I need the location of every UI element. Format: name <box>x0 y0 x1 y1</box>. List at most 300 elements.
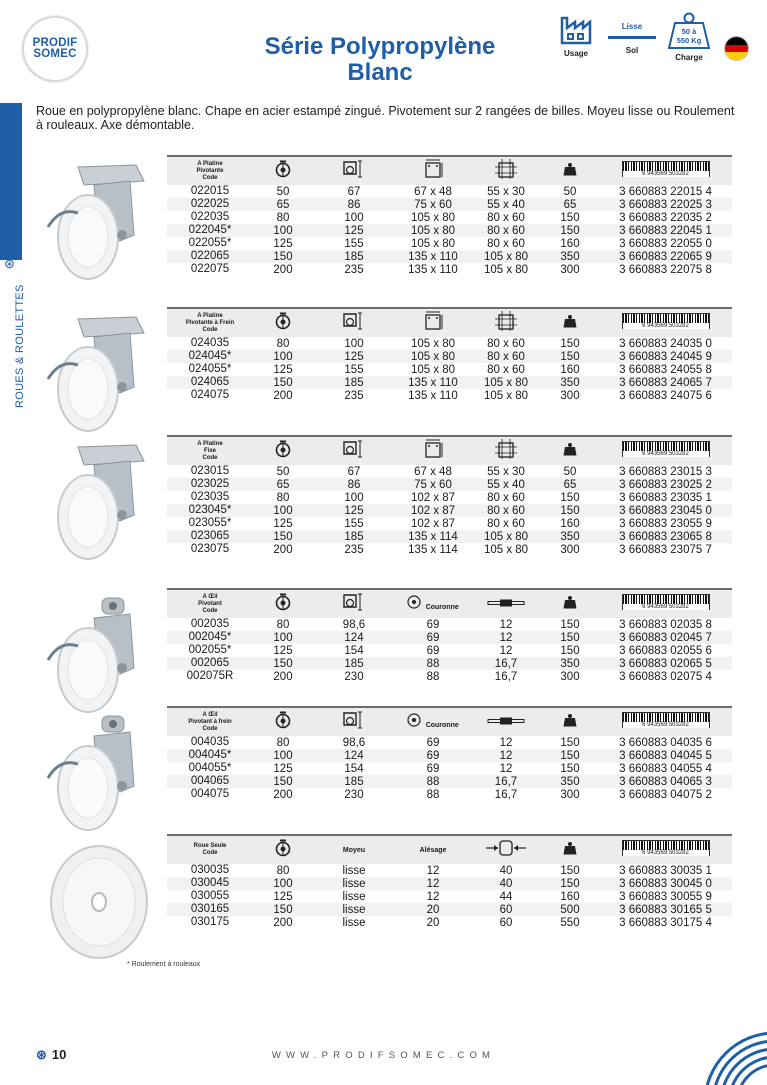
table-cell: 16,7 <box>494 657 518 670</box>
table-cell: 3 660883 23045 0 <box>619 504 712 517</box>
header-holes <box>471 311 541 336</box>
header-type <box>167 313 253 334</box>
table-row <box>167 877 732 890</box>
table-cell: 75 x 60 <box>414 198 452 211</box>
table-header <box>167 588 732 618</box>
load-weight-icon <box>563 442 577 456</box>
product-table <box>167 834 732 929</box>
table-cell: 3 660883 24045 9 <box>619 350 712 363</box>
table-cell: 135 x 114 <box>408 530 458 543</box>
table-cell: 80 x 60 <box>487 363 525 376</box>
header-load <box>541 841 599 860</box>
table-cell: 80 x 60 <box>487 517 525 530</box>
header-load <box>541 442 599 461</box>
load-weight-icon <box>563 162 577 176</box>
table-row <box>167 517 732 530</box>
table-cell: 3 660883 22015 4 <box>619 185 712 198</box>
table-cell: 3 660883 30165 5 <box>619 903 712 916</box>
table-row <box>167 376 732 389</box>
table-cell: 155 <box>344 517 364 530</box>
table-cell: 150 <box>273 657 293 670</box>
table-cell: 023035 <box>190 491 230 503</box>
total-height-icon <box>342 312 366 330</box>
table-cell: 235 <box>344 263 364 276</box>
table-row <box>167 736 732 749</box>
table-cell: 160 <box>560 890 580 903</box>
table-cell: 75 x 60 <box>414 478 452 491</box>
header-holes <box>471 159 541 184</box>
load-weight-icon <box>563 314 577 328</box>
product-table <box>167 435 732 556</box>
load-indicator <box>664 12 714 62</box>
table-cell: 030165 <box>190 903 230 915</box>
table-cell: 030175 <box>190 916 230 928</box>
table-row <box>167 263 732 276</box>
title-line1: Série Polypropylène <box>264 33 496 60</box>
table-cell: 105 x 80 <box>483 263 529 276</box>
barcode-label: 6 943569 503282 <box>623 171 709 177</box>
header-crown-label: Couronne <box>425 603 459 611</box>
table-cell: 125 <box>273 890 293 903</box>
product-section <box>36 155 736 286</box>
svg-text:50 à: 50 à <box>681 27 697 36</box>
table-cell: 300 <box>560 263 580 276</box>
table-cell: 3 660883 02045 7 <box>619 631 712 644</box>
header-plate <box>395 439 471 464</box>
header-diameter <box>253 312 313 335</box>
header-height <box>313 312 395 335</box>
table-cell: 023015 <box>190 465 230 477</box>
table-cell: 105 x 80 <box>410 237 456 250</box>
table-cell: 023055* <box>188 517 232 529</box>
table-cell: 004035 <box>190 736 230 748</box>
table-cell: 3 660883 24075 6 <box>619 389 712 402</box>
table-cell: 150 <box>560 491 580 504</box>
table-cell: 12 <box>499 618 513 631</box>
header-type <box>167 161 253 182</box>
wheel-diameter-icon <box>275 160 291 178</box>
table-row <box>167 916 732 929</box>
gear-icon: ⊛ <box>36 1047 47 1062</box>
table-row <box>167 198 732 211</box>
table-cell: 135 x 110 <box>408 389 458 402</box>
table-cell: 3 660883 22045 1 <box>619 224 712 237</box>
table-cell: 135 x 110 <box>408 263 458 276</box>
table-cell: 004065 <box>190 775 230 787</box>
caster-wheel-image <box>40 163 158 283</box>
table-cell: 3 660883 30035 1 <box>619 864 712 877</box>
table-cell: 50 <box>276 185 290 198</box>
table-cell: 004055* <box>188 762 232 774</box>
table-cell: 150 <box>560 337 580 350</box>
table-cell: 3 660883 22075 8 <box>619 263 712 276</box>
table-header <box>167 155 732 185</box>
header-load <box>541 314 599 333</box>
table-cell: 150 <box>560 749 580 762</box>
table-row <box>167 618 732 631</box>
header-ean <box>599 161 732 182</box>
table-cell: 12 <box>426 890 440 903</box>
table-cell: 200 <box>273 670 293 683</box>
header-type-line: Pivotant à frein <box>188 718 232 725</box>
header-type <box>167 712 253 733</box>
table-cell: 023075 <box>190 543 230 555</box>
header-crown-label: Couronne <box>425 721 459 729</box>
table-cell: 550 <box>560 916 580 929</box>
header-ean <box>599 594 732 615</box>
table-row <box>167 478 732 491</box>
barcode-label: 6 943569 503282 <box>623 604 709 610</box>
table-cell: 67 x 48 <box>414 465 452 478</box>
table-cell: 100 <box>273 631 293 644</box>
header-type-line: Code <box>202 607 218 614</box>
header-type-line: Pivotant <box>198 600 222 607</box>
table-cell: 002055* <box>188 644 232 656</box>
table-cell: 160 <box>560 237 580 250</box>
table-cell: 80 x 60 <box>487 224 525 237</box>
table-cell: 60 <box>499 903 513 916</box>
table-cell: 20 <box>426 916 440 929</box>
product-table <box>167 588 732 683</box>
table-cell: 125 <box>344 224 364 237</box>
table-cell: 150 <box>560 504 580 517</box>
table-cell: 125 <box>273 644 293 657</box>
table-cell: 50 <box>563 185 577 198</box>
table-cell: 100 <box>273 749 293 762</box>
table-cell: 65 <box>276 198 290 211</box>
product-section <box>36 706 736 811</box>
table-cell: 40 <box>499 864 513 877</box>
table-cell: 102 x 87 <box>410 517 456 530</box>
table-cell: 155 <box>344 237 364 250</box>
table-cell: lisse <box>342 903 366 916</box>
table-cell: 3 660883 23025 2 <box>619 478 712 491</box>
table-cell: 40 <box>499 877 513 890</box>
table-cell: 030045 <box>190 877 230 889</box>
table-cell: 3 660883 24065 7 <box>619 376 712 389</box>
usage-indicator <box>556 12 596 58</box>
weight-icon <box>666 12 712 50</box>
table-cell: 16,7 <box>494 775 518 788</box>
table-cell: 300 <box>560 788 580 801</box>
wheel-diameter-icon <box>275 711 291 729</box>
product-section <box>36 435 736 566</box>
header-plate <box>395 311 471 336</box>
header-load <box>541 713 599 732</box>
header-type-line: Code <box>202 850 218 856</box>
table-cell: 150 <box>560 864 580 877</box>
table-cell: 100 <box>273 877 293 890</box>
table-cell: 105 x 80 <box>483 543 529 556</box>
table-cell: 67 <box>347 465 361 478</box>
table-cell: 69 <box>426 762 440 775</box>
table-cell: 3 660883 22055 0 <box>619 237 712 250</box>
table-cell: 150 <box>560 762 580 775</box>
table-cell: 3 660883 02055 6 <box>619 644 712 657</box>
wheel-diameter-icon <box>275 440 291 458</box>
header-diameter <box>253 593 313 616</box>
plate-size-icon <box>422 159 444 179</box>
barcode-icon <box>622 594 710 610</box>
table-cell: 3 660883 23015 3 <box>619 465 712 478</box>
table-cell: 80 <box>276 736 290 749</box>
table-cell: 12 <box>499 644 513 657</box>
table-cell: 124 <box>344 749 364 762</box>
table-cell: 135 x 110 <box>408 250 458 263</box>
barcode-icon <box>622 840 710 856</box>
table-cell: lisse <box>342 916 366 929</box>
table-cell: 3 660883 02065 5 <box>619 657 712 670</box>
table-cell: 150 <box>273 250 293 263</box>
table-cell: 230 <box>344 788 364 801</box>
table-row <box>167 644 732 657</box>
table-cell: 69 <box>426 618 440 631</box>
svg-text:550 Kg: 550 Kg <box>676 36 702 45</box>
header-type-line: A Œil <box>202 711 218 718</box>
table-cell: 030035 <box>190 864 230 876</box>
table-cell: 3 660883 04055 4 <box>619 762 712 775</box>
plate-size-icon <box>422 311 444 331</box>
german-flag-icon <box>724 36 749 61</box>
table-row <box>167 185 732 198</box>
table-cell: 105 x 80 <box>483 376 529 389</box>
header-type-line: Code <box>202 326 218 333</box>
table-cell: 002045* <box>188 631 232 643</box>
table-cell: 022035 <box>190 211 230 223</box>
table-cell: 69 <box>426 631 440 644</box>
table-cell: 98,6 <box>342 618 366 631</box>
table-row <box>167 224 732 237</box>
table-cell: 200 <box>273 389 293 402</box>
table-row <box>167 890 732 903</box>
gear-icon: ⊛ <box>4 256 15 271</box>
table-cell: 150 <box>560 224 580 237</box>
table-cell: 235 <box>344 543 364 556</box>
table-cell: 150 <box>560 211 580 224</box>
total-height-icon <box>342 593 366 611</box>
wheel-diameter-icon <box>275 839 291 857</box>
floor-indicator <box>606 12 658 55</box>
table-cell: 022015 <box>190 185 230 197</box>
header-type-line: Code <box>202 725 218 732</box>
header-type-line: Pivotante <box>196 167 224 174</box>
table-cell: 200 <box>273 916 293 929</box>
header-crown <box>395 713 471 732</box>
table-cell: 3 660883 30045 0 <box>619 877 712 890</box>
brand-line1: PRODIF <box>32 37 78 49</box>
table-cell: 022025 <box>190 198 230 210</box>
table-cell: 100 <box>344 491 364 504</box>
table-cell: 105 x 80 <box>483 250 529 263</box>
table-row <box>167 350 732 363</box>
header-height <box>313 440 395 463</box>
table-cell: 300 <box>560 543 580 556</box>
header-load <box>541 162 599 181</box>
caster-wheel-image <box>40 714 158 834</box>
table-cell: 12 <box>426 877 440 890</box>
table-row <box>167 775 732 788</box>
total-height-icon <box>342 160 366 178</box>
caster-wheel-image <box>40 315 158 435</box>
table-cell: 3 660883 24055 8 <box>619 363 712 376</box>
barcode-icon <box>622 712 710 728</box>
table-cell: 300 <box>560 670 580 683</box>
table-cell: 500 <box>560 903 580 916</box>
sidebar-band <box>0 103 22 260</box>
table-cell: 98,6 <box>342 736 366 749</box>
table-cell: 80 <box>276 337 290 350</box>
table-cell: 80 <box>276 618 290 631</box>
header-type-line: Fixe <box>203 447 216 454</box>
barcode-label: 6 943569 503282 <box>623 722 709 728</box>
header-diameter <box>253 160 313 183</box>
table-cell: 350 <box>560 376 580 389</box>
table-cell: 16,7 <box>494 670 518 683</box>
barcode-icon <box>622 313 710 329</box>
table-cell: 69 <box>426 644 440 657</box>
title-line2: Blanc <box>347 59 413 86</box>
product-section <box>36 834 736 939</box>
table-cell: 86 <box>347 478 361 491</box>
brand-logo <box>22 16 88 82</box>
wheel-diameter-icon <box>275 593 291 611</box>
header-type-line: A Œil <box>202 593 218 600</box>
table-cell: 3 660883 22065 9 <box>619 250 712 263</box>
table-cell: 12 <box>426 864 440 877</box>
header-diameter <box>253 839 313 862</box>
wheel-arcs-icon <box>700 1028 767 1085</box>
table-cell: 65 <box>563 198 577 211</box>
table-cell: 150 <box>560 618 580 631</box>
table-row <box>167 657 732 670</box>
table-cell: 185 <box>344 376 364 389</box>
caster-wheel-image <box>40 842 158 962</box>
table-cell: 154 <box>344 762 364 775</box>
table-cell: 12 <box>499 762 513 775</box>
header-type <box>167 441 253 462</box>
header-diameter <box>253 440 313 463</box>
table-row <box>167 903 732 916</box>
table-cell: 3 660883 24035 0 <box>619 337 712 350</box>
table-cell: 69 <box>426 736 440 749</box>
header-crown <box>395 595 471 614</box>
table-cell: 185 <box>344 250 364 263</box>
intro-text: Roue en polypropylène blanc. Chape en acier estampé zingué. Pivotement sur 2 rangées de billes. Moyeu lisse ou Roulement à rouleaux. Axe démontable. <box>36 104 735 132</box>
load-weight-icon <box>563 713 577 727</box>
load-weight-icon <box>563 595 577 609</box>
table-cell: 20 <box>426 903 440 916</box>
table-cell: 3 660883 02075 4 <box>619 670 712 683</box>
wheel-diameter-icon <box>275 312 291 330</box>
table-header <box>167 706 732 736</box>
table-cell: 55 x 40 <box>487 198 525 211</box>
barcode-icon <box>622 441 710 457</box>
table-cell: 105 x 80 <box>410 224 456 237</box>
table-cell: 023045* <box>188 504 232 516</box>
table-cell: 155 <box>344 363 364 376</box>
table-cell: 3 660883 23075 7 <box>619 543 712 556</box>
table-cell: 105 x 80 <box>410 337 456 350</box>
table-cell: 024065 <box>190 376 230 388</box>
table-cell: 3 660883 30055 9 <box>619 890 712 903</box>
page-title <box>200 34 560 86</box>
table-row <box>167 631 732 644</box>
table-cell: 3 660883 02035 8 <box>619 618 712 631</box>
table-cell: 150 <box>560 350 580 363</box>
table-cell: 022075 <box>190 263 230 275</box>
table-header <box>167 435 732 465</box>
table-cell: 150 <box>560 631 580 644</box>
table-cell: 150 <box>273 903 293 916</box>
product-section <box>36 588 736 693</box>
table-cell: 3 660883 04065 3 <box>619 775 712 788</box>
table-cell: 150 <box>273 775 293 788</box>
header-height <box>313 593 395 616</box>
table-cell: 350 <box>560 657 580 670</box>
table-cell: 004075 <box>190 788 230 800</box>
table-row <box>167 465 732 478</box>
table-cell: 100 <box>273 504 293 517</box>
table-cell: 3 660883 04045 5 <box>619 749 712 762</box>
floor-line-icon <box>608 36 656 39</box>
header-axle <box>471 595 541 613</box>
table-cell: 102 x 87 <box>410 504 456 517</box>
table-cell: 150 <box>273 376 293 389</box>
table-cell: 88 <box>426 670 440 683</box>
table-cell: 125 <box>273 517 293 530</box>
header-load <box>541 595 599 614</box>
table-cell: 185 <box>344 530 364 543</box>
table-cell: 024075 <box>190 389 230 401</box>
table-cell: lisse <box>342 877 366 890</box>
table-cell: 124 <box>344 631 364 644</box>
table-cell: 50 <box>563 465 577 478</box>
table-cell: 67 <box>347 185 361 198</box>
load-weight-icon <box>563 841 577 855</box>
header-hub: Moyeu <box>342 846 366 854</box>
header-type-line: A Platine <box>197 440 223 447</box>
table-cell: 024045* <box>188 350 232 362</box>
load-label: Charge <box>675 53 703 62</box>
table-cell: 100 <box>344 337 364 350</box>
table-row <box>167 389 732 402</box>
table-row <box>167 491 732 504</box>
table-cell: 50 <box>276 465 290 478</box>
table-row <box>167 762 732 775</box>
table-header <box>167 307 732 337</box>
table-cell: 80 x 60 <box>487 237 525 250</box>
table-row <box>167 749 732 762</box>
table-cell: 105 x 80 <box>483 530 529 543</box>
table-row <box>167 864 732 877</box>
product-table <box>167 307 732 402</box>
table-cell: 65 <box>276 478 290 491</box>
table-cell: 022055* <box>188 237 232 249</box>
table-cell: 69 <box>426 749 440 762</box>
table-cell: 86 <box>347 198 361 211</box>
page-number-value: 10 <box>51 1047 67 1062</box>
table-cell: 002035 <box>190 618 230 630</box>
hole-spacing-icon <box>495 439 517 459</box>
table-cell: 154 <box>344 644 364 657</box>
table-cell: 88 <box>426 788 440 801</box>
table-row <box>167 237 732 250</box>
header-height <box>313 160 395 183</box>
table-cell: 150 <box>560 736 580 749</box>
header-type-line: Roue Seule <box>193 843 227 849</box>
table-cell: 105 x 80 <box>410 350 456 363</box>
header-height <box>313 711 395 734</box>
